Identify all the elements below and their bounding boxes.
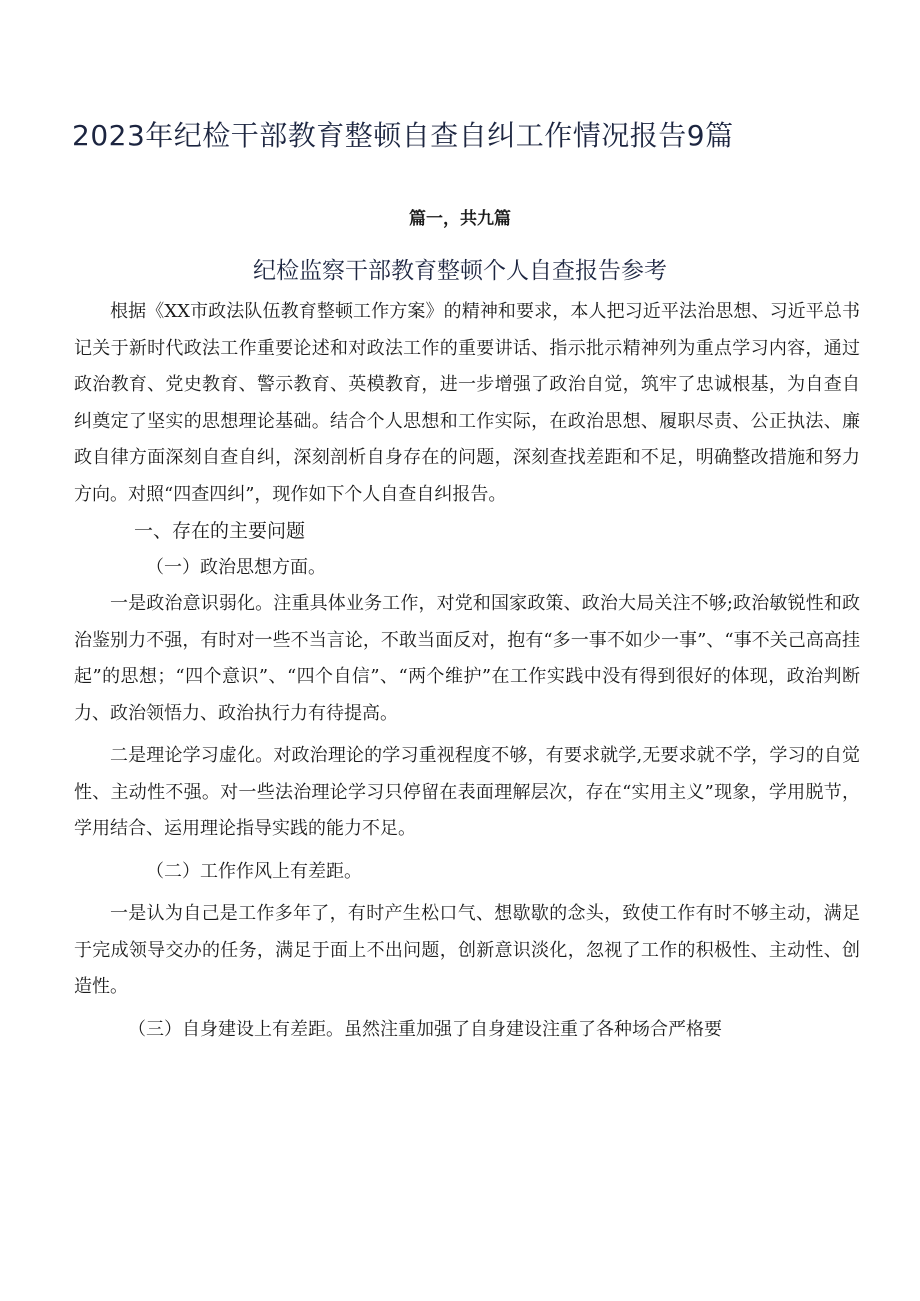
paragraph-work-style: 一是认为自己是工作多年了，有时产生松口气、想歇歇的念头，致使工作有时不够主动，满足于完成领导交办的任务，满足于面上不出问题，创新意识淡化，忽视了工作的积极性、主动性、创造性。 bbox=[74, 903, 860, 997]
paragraph-theory-study: 二是理论学习虚化。对政治理论的学习重视程度不够，有要求就学,无要求就不学，学习的自觉性、主动性不强。对一些法治理论学习只停留在表面理解层次，存在“实用主义”现象，学用脱节，学用结合、运用理论指导实践的能力不足。 bbox=[74, 745, 860, 839]
series-label: 篇一，共九篇 bbox=[409, 209, 511, 229]
subsection-heading-political-thought: （一）政治思想方面。 bbox=[146, 556, 326, 578]
document-body bbox=[74, 294, 860, 1048]
report-subtitle: 纪检监察干部教育整顿个人自查报告参考 bbox=[253, 258, 667, 284]
paragraph-political-awareness: 一是政治意识弱化。注重具体业务工作，对党和国家政策、政治大局关注不够;政治敏锐性和政治鉴别力不强，有时对一些不当言论，不敢当面反对，抱有“多一事不如少一事”、“事不关己高高挂起”的思想；“四个意识”、“四个自信”、“两个维护”在工作实践中没有得到很好的体现，政治判断力、政治领悟力、政治执行力有待提高。 bbox=[74, 593, 860, 724]
paragraph-self-construction: （三）自身建设上有差距。虽然注重加强了自身建设注重了各种场合严格要 bbox=[128, 1018, 722, 1040]
document-title: 2023年纪检干部教育整顿自查自纠工作情况报告9篇 bbox=[72, 119, 734, 152]
intro-paragraph: 根据《XX市政法队伍教育整顿工作方案》的精神和要求，本人把习近平法治思想、习近平总书记关于新时代政法工作重要论述和对政法工作的重要讲话、指示批示精神列为重点学习内容，通过政治教育、党史教育、警示教育、英模教育，进一步增强了政治自觉，筑牢了忠诚根基，为自查自纠奠定了坚实的思想理论基础。结合个人思想和工作实际，在政治思想、履职尽责、公正执法、廉政自律方面深刻自查自纠，深刻剖析自身存在的问题，深刻查找差距和不足，明确整改措施和努力方向。对照“四查四纠”，现作如下个人自查自纠报告。 bbox=[74, 301, 860, 505]
section-heading-main-problems: 一、存在的主要问题 bbox=[134, 520, 306, 542]
subsection-heading-work-style: （二）工作作风上有差距。 bbox=[146, 860, 362, 882]
